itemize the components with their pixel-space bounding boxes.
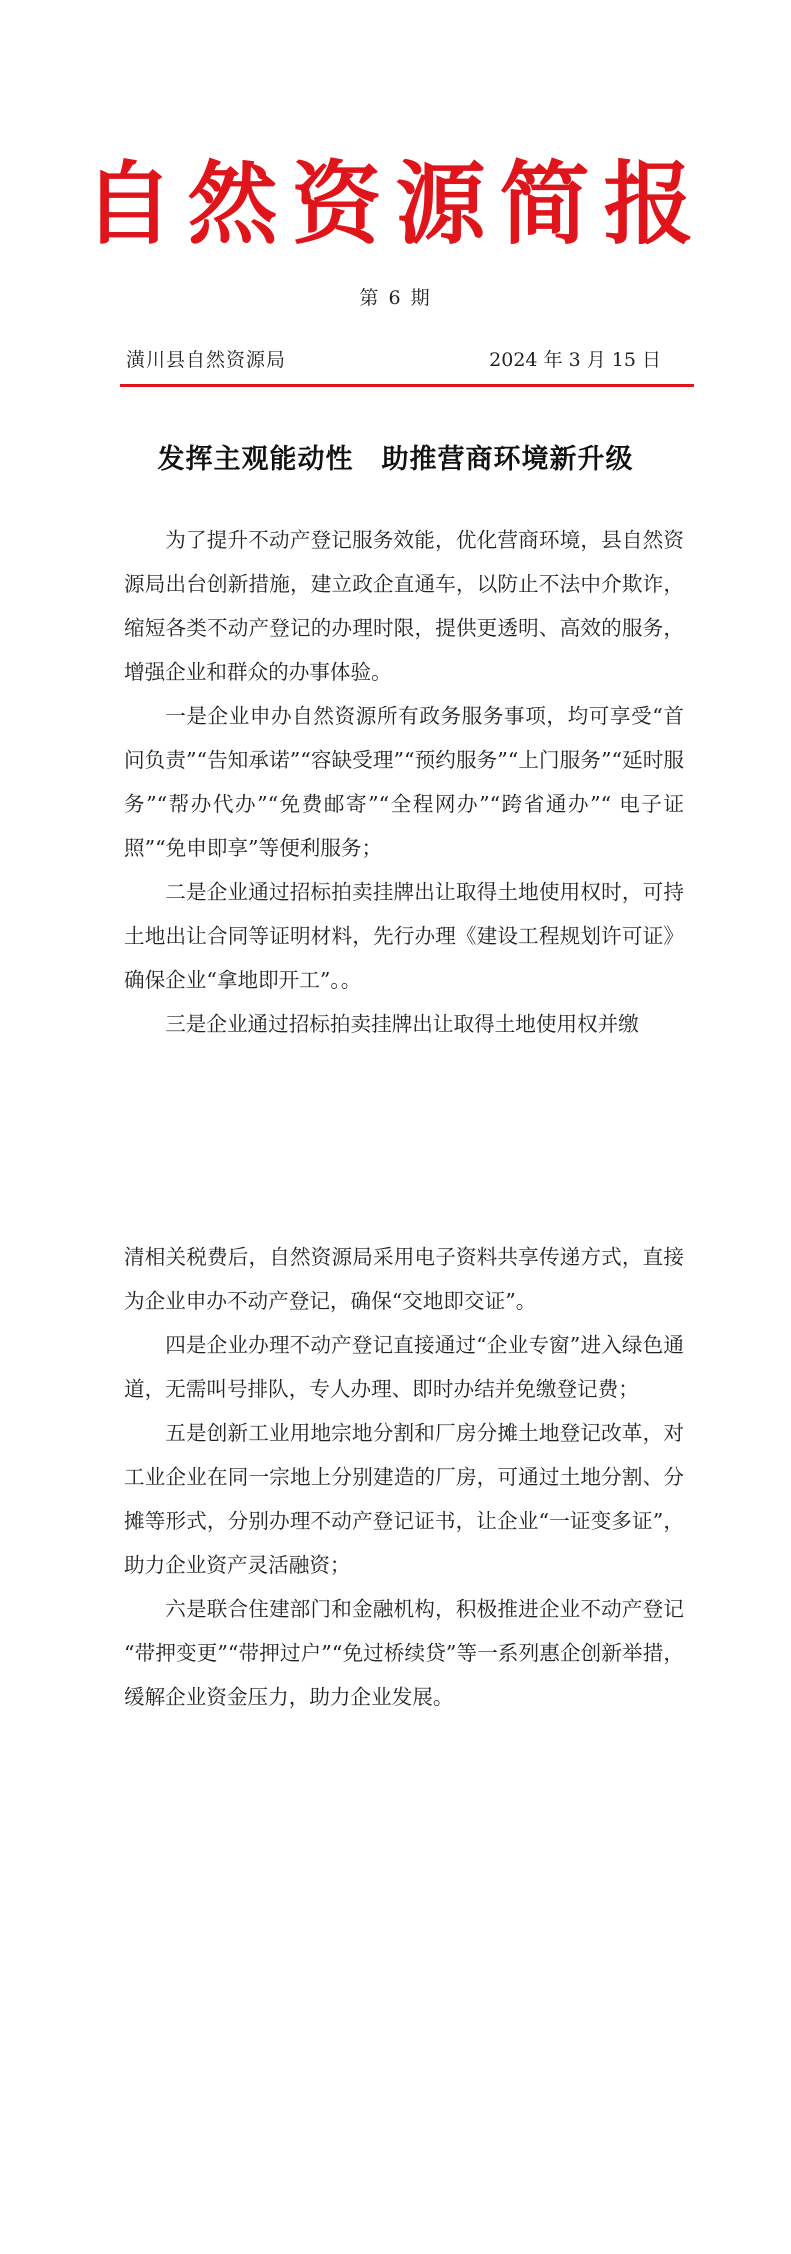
- red-divider: [120, 384, 694, 387]
- article-headline: 发挥主观能动性 助推营商环境新升级: [157, 444, 634, 475]
- paragraph-item-1: 一是企业申办自然资源所有政务服务事项，均可享受“首问负责”“告知承诺”“容缺受理”“预约服务”“上门服务”“延时服务”“帮办代办”“免费邮寄”“全程网办”“跨省通办”“ 电子证照”“免申即享”等便利服务；: [124, 704, 684, 860]
- paragraph-item-2: 二是企业通过招标拍卖挂牌出让取得土地使用权时，可持土地出让合同等证明材料，先行办理《建设工程规划许可证》确保企业“拿地即开工”。。: [124, 880, 684, 992]
- paragraph-item-4: 四是企业办理不动产登记直接通过“企业专窗”进入绿色通道，无需叫号排队，专人办理、即时办结并免缴登记费；: [124, 1333, 684, 1401]
- paragraph-item-6: 六是联合住建部门和金融机构，积极推进企业不动产登记 “带押变更”“带押过户”“免过桥续贷”等一系列惠企创新举措，缓解企业资金压力，助力企业发展。: [124, 1597, 684, 1709]
- publish-date: 2024 年 3 月 15 日: [489, 349, 661, 371]
- paragraph-intro: 为了提升不动产登记服务效能，优化营商环境，县自然资源局出台创新措施，建立政企直通车，以防止不法中介欺诈，缩短各类不动产登记的办理时限，提供更透明、高效的服务，增强企业和群众的办事体验。: [124, 528, 684, 684]
- publisher: 潢川县自然资源局: [126, 349, 287, 371]
- paragraph-item-3-continued: 清相关税费后，自然资源局采用电子资料共享传递方式，直接为企业申办不动产登记，确保“交地即交证”。: [124, 1245, 684, 1313]
- masthead-title: 自然资源简报: [83, 152, 708, 257]
- paragraph-item-5: 五是创新工业用地宗地分割和厂房分摊土地登记改革，对工业企业在同一宗地上分别建造的厂房，可通过土地分割、分摊等形式，分别办理不动产登记证书，让企业“一证变多证”，助力企业资产灵活融资；: [124, 1421, 684, 1577]
- issue-number: 第 6 期: [359, 287, 432, 309]
- paragraph-item-3-start: 三是企业通过招标拍卖挂牌出让取得土地使用权并缴: [165, 1012, 639, 1036]
